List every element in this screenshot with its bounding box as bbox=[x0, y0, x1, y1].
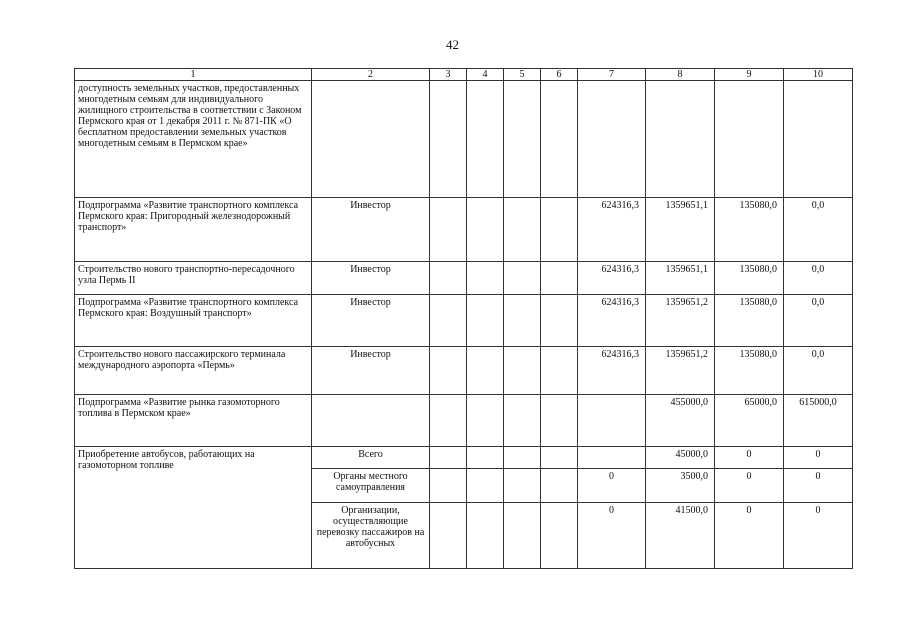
row-col8: 1359651,2 bbox=[646, 295, 715, 347]
empty-cell bbox=[430, 81, 467, 198]
header-cell: 8 bbox=[646, 69, 715, 81]
row-col9: 135080,0 bbox=[715, 347, 784, 395]
row-executor bbox=[312, 395, 430, 447]
subrow-col10: 0 bbox=[784, 503, 853, 569]
column-number-row bbox=[75, 69, 853, 81]
empty-cell bbox=[504, 295, 541, 347]
table-row bbox=[75, 395, 853, 447]
subrow-col10: 0 bbox=[784, 447, 853, 469]
subrow-col8: 45000,0 bbox=[646, 447, 715, 469]
empty-cell bbox=[467, 395, 504, 447]
empty-cell bbox=[467, 295, 504, 347]
row-executor: Инвестор bbox=[312, 262, 430, 295]
row-description: Строительство нового пассажирского терминала международного аэропорта «Пермь» bbox=[75, 347, 312, 395]
row-col10: 0,0 bbox=[784, 347, 853, 395]
row-col9 bbox=[715, 81, 784, 198]
row-col7 bbox=[578, 81, 646, 198]
subrow-col7: 0 bbox=[578, 469, 646, 503]
empty-cell bbox=[541, 81, 578, 198]
header-cell: 3 bbox=[430, 69, 467, 81]
header-cell: 7 bbox=[578, 69, 646, 81]
empty-cell bbox=[430, 395, 467, 447]
table-row bbox=[75, 347, 853, 395]
empty-cell bbox=[541, 447, 578, 469]
header-cell: 1 bbox=[75, 69, 312, 81]
empty-cell bbox=[541, 469, 578, 503]
subrow-col8: 3500,0 bbox=[646, 469, 715, 503]
row-description: Подпрограмма «Развитие рынка газомоторного топлива в Пермском крае» bbox=[75, 395, 312, 447]
subrow-col9: 0 bbox=[715, 447, 784, 469]
empty-cell bbox=[430, 469, 467, 503]
subrow-col7: 0 bbox=[578, 503, 646, 569]
empty-cell bbox=[541, 503, 578, 569]
empty-cell bbox=[430, 347, 467, 395]
empty-cell bbox=[541, 262, 578, 295]
row-description: доступность земельных участков, предоставленных многодетным семьям для индивидуального жилищного строительства в соответствии с Законом Пермского края от 1 декабря 2011 г. № 871-ПК «О бесплатном предоставлении земельных участков многодетным семьям в Пермском крае» bbox=[75, 81, 312, 198]
subrow-col8: 41500,0 bbox=[646, 503, 715, 569]
row-col8: 455000,0 bbox=[646, 395, 715, 447]
empty-cell bbox=[430, 295, 467, 347]
row-col9: 135080,0 bbox=[715, 262, 784, 295]
empty-cell bbox=[467, 347, 504, 395]
empty-cell bbox=[467, 198, 504, 262]
empty-cell bbox=[541, 295, 578, 347]
empty-cell bbox=[504, 347, 541, 395]
row-executor bbox=[312, 81, 430, 198]
table-row bbox=[75, 81, 853, 198]
group-description: Приобретение автобусов, работающих на газомоторном топливе bbox=[75, 447, 312, 569]
empty-cell bbox=[430, 503, 467, 569]
subrow-col9: 0 bbox=[715, 469, 784, 503]
row-col8: 1359651,1 bbox=[646, 262, 715, 295]
row-col7: 624316,3 bbox=[578, 198, 646, 262]
header-cell: 10 bbox=[784, 69, 853, 81]
empty-cell bbox=[504, 262, 541, 295]
table-row bbox=[75, 447, 853, 469]
row-description: Подпрограмма «Развитие транспортного комплекса Пермского края: Воздушный транспорт» bbox=[75, 295, 312, 347]
empty-cell bbox=[467, 447, 504, 469]
row-col9: 65000,0 bbox=[715, 395, 784, 447]
table-row bbox=[75, 262, 853, 295]
subrow-col7 bbox=[578, 447, 646, 469]
header-cell: 9 bbox=[715, 69, 784, 81]
empty-cell bbox=[467, 469, 504, 503]
table-row bbox=[75, 295, 853, 347]
row-col8: 1359651,1 bbox=[646, 198, 715, 262]
subrow-col9: 0 bbox=[715, 503, 784, 569]
row-col7 bbox=[578, 395, 646, 447]
subrow-executor: Организации, осуществляющие перевозку пассажиров на автобусных bbox=[312, 503, 430, 569]
row-col9: 135080,0 bbox=[715, 198, 784, 262]
empty-cell bbox=[504, 81, 541, 198]
header-cell: 4 bbox=[467, 69, 504, 81]
row-col10: 0,0 bbox=[784, 198, 853, 262]
empty-cell bbox=[504, 447, 541, 469]
row-col10 bbox=[784, 81, 853, 198]
row-executor: Инвестор bbox=[312, 347, 430, 395]
empty-cell bbox=[430, 262, 467, 295]
row-col10: 0,0 bbox=[784, 262, 853, 295]
row-executor: Инвестор bbox=[312, 295, 430, 347]
table-row bbox=[75, 198, 853, 262]
empty-cell bbox=[504, 198, 541, 262]
row-col10: 615000,0 bbox=[784, 395, 853, 447]
empty-cell bbox=[541, 395, 578, 447]
empty-cell bbox=[541, 198, 578, 262]
subrow-executor: Всего bbox=[312, 447, 430, 469]
empty-cell bbox=[467, 81, 504, 198]
header-cell: 5 bbox=[504, 69, 541, 81]
row-col8: 1359651,2 bbox=[646, 347, 715, 395]
empty-cell bbox=[430, 447, 467, 469]
empty-cell bbox=[467, 503, 504, 569]
data-table bbox=[74, 68, 853, 569]
row-col7: 624316,3 bbox=[578, 347, 646, 395]
empty-cell bbox=[504, 503, 541, 569]
row-col8 bbox=[646, 81, 715, 198]
empty-cell bbox=[467, 262, 504, 295]
empty-cell bbox=[504, 469, 541, 503]
row-description: Строительство нового транспортно-пересадочного узла Пермь II bbox=[75, 262, 312, 295]
row-description: Подпрограмма «Развитие транспортного комплекса Пермского края: Пригородный железнодорожный транспорт» bbox=[75, 198, 312, 262]
header-cell: 2 bbox=[312, 69, 430, 81]
row-col9: 135080,0 bbox=[715, 295, 784, 347]
empty-cell bbox=[504, 395, 541, 447]
empty-cell bbox=[430, 198, 467, 262]
empty-cell bbox=[541, 347, 578, 395]
row-col10: 0,0 bbox=[784, 295, 853, 347]
row-col7: 624316,3 bbox=[578, 262, 646, 295]
row-col7: 624316,3 bbox=[578, 295, 646, 347]
page-number: 42 bbox=[446, 37, 459, 52]
row-executor: Инвестор bbox=[312, 198, 430, 262]
subrow-executor: Органы местного самоуправления bbox=[312, 469, 430, 503]
header-cell: 6 bbox=[541, 69, 578, 81]
subrow-col10: 0 bbox=[784, 469, 853, 503]
